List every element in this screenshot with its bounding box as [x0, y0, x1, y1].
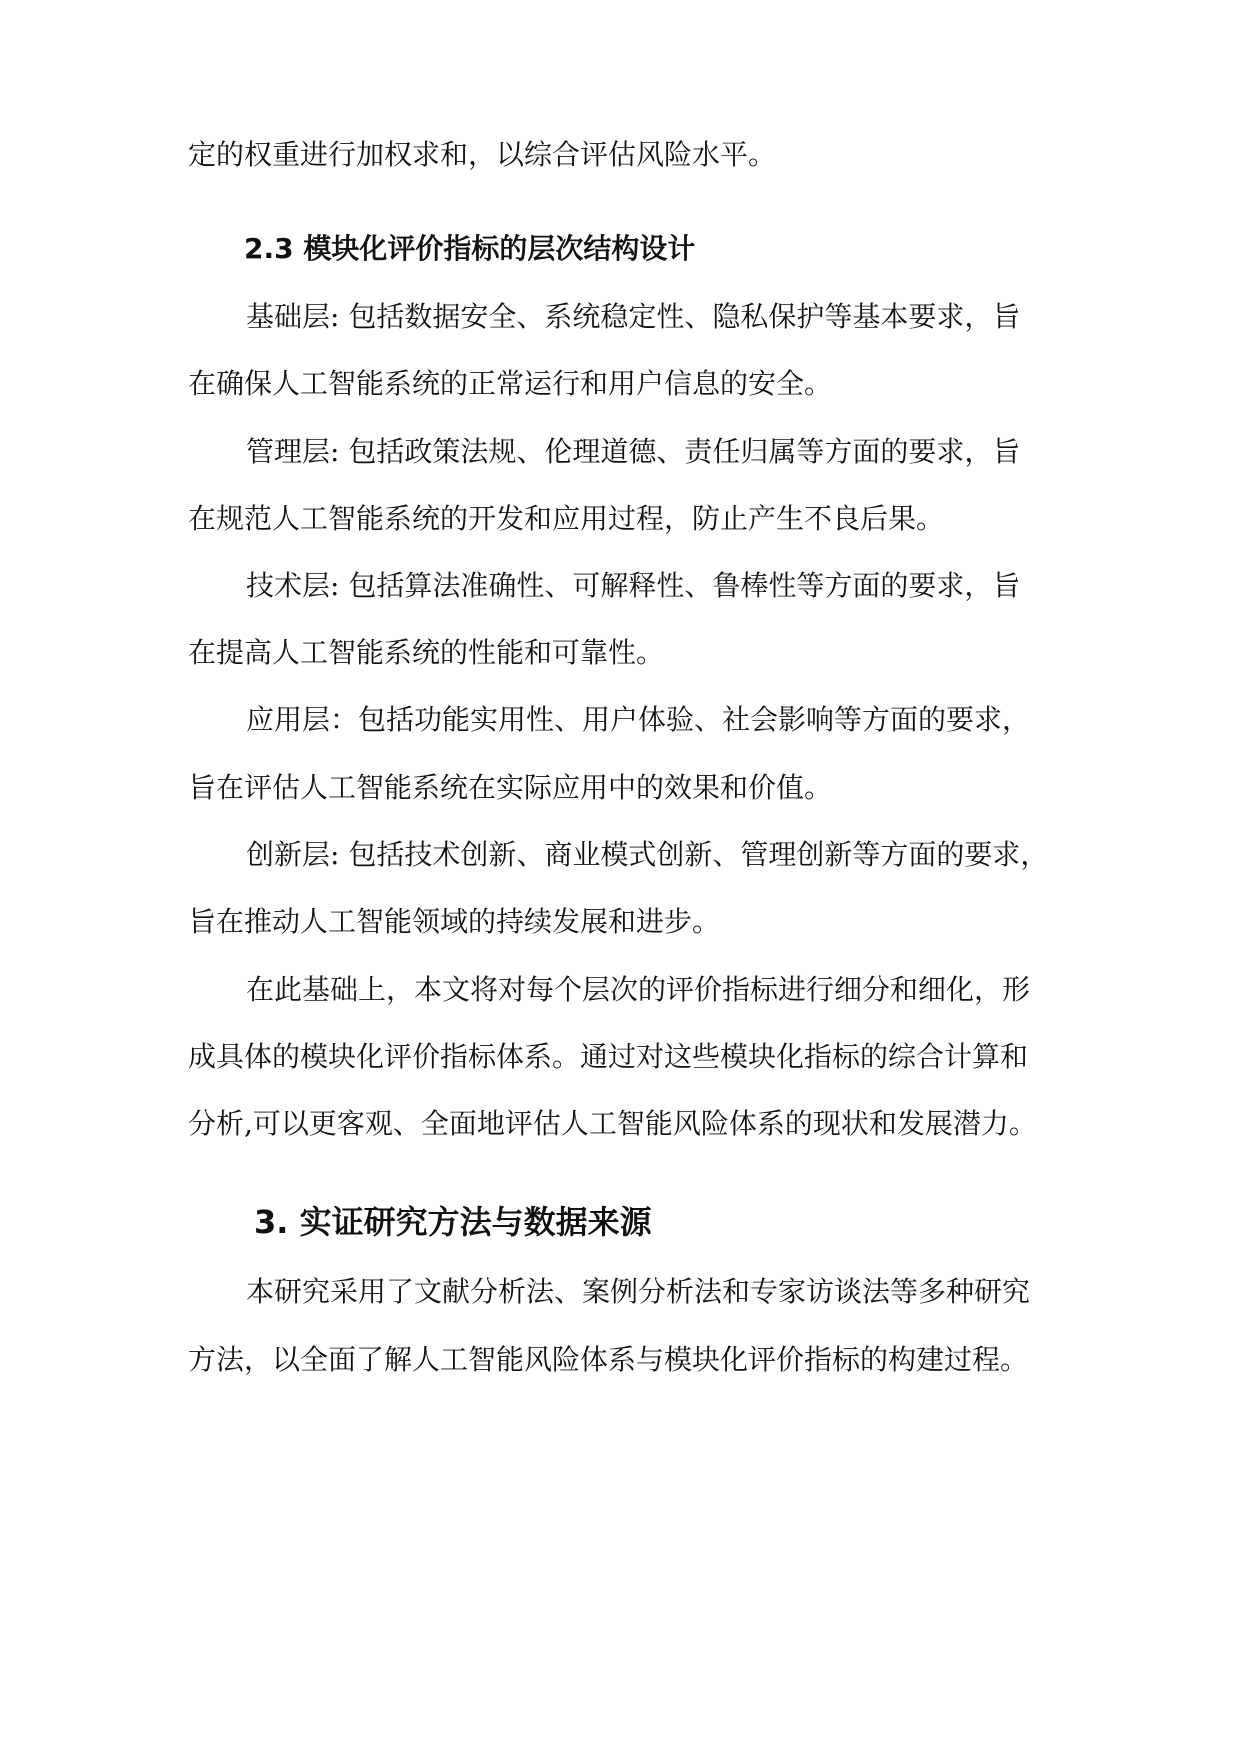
- paragraph-technical-line-1: 技术层: 包括算法准确性、可解释性、鲁棒性等方面的要求，旨: [246, 569, 1021, 602]
- paragraph-foundation-line-1: 基础层: 包括数据安全、系统稳定性、隐私保护等基本要求，旨: [246, 300, 1021, 333]
- paragraph-technical-line-2: 在提高人工智能系统的性能和可靠性。: [188, 636, 665, 669]
- paragraph-application-line-1: 应用层：包括功能实用性、用户体验、社会影响等方面的要求，: [246, 703, 1031, 736]
- section-3-heading: 3. 实证研究方法与数据来源: [254, 1203, 652, 1241]
- paragraph-management-line-2: 在规范人工智能系统的开发和应用过程，防止产生不良后果。: [188, 502, 945, 535]
- paragraph-summary-line-3: 分析,可以更客观、全面地评估人工智能风险体系的现状和发展潜力。: [188, 1107, 1037, 1140]
- paragraph-innovation-line-1: 创新层: 包括技术创新、商业模式创新、管理创新等方面的要求，: [246, 838, 1049, 871]
- paragraph-summary-line-2: 成具体的模块化评价指标体系。通过对这些模块化指标的综合计算和: [188, 1040, 1029, 1073]
- paragraph-summary-line-1: 在此基础上，本文将对每个层次的评价指标进行细分和细化，形: [246, 973, 1031, 1006]
- paragraph-application-line-2: 旨在评估人工智能系统在实际应用中的效果和价值。: [188, 771, 833, 804]
- paragraph-methods-line-1: 本研究采用了文献分析法、案例分析法和专家访谈法等多种研究: [246, 1275, 1031, 1308]
- section-2-3-heading: 2.3 模块化评价指标的层次结构设计: [244, 232, 696, 265]
- paragraph-methods-line-2: 方法，以全面了解人工智能风险体系与模块化评价指标的构建过程。: [188, 1343, 1029, 1376]
- paragraph-innovation-line-2: 旨在推动人工智能领域的持续发展和进步。: [188, 905, 721, 938]
- intro-tail-line: 定的权重进行加权求和，以综合评估风险水平。: [188, 138, 777, 171]
- paragraph-foundation-line-2: 在确保人工智能系统的正常运行和用户信息的安全。: [188, 367, 833, 400]
- paragraph-management-line-1: 管理层: 包括政策法规、伦理道德、责任归属等方面的要求，旨: [246, 435, 1021, 468]
